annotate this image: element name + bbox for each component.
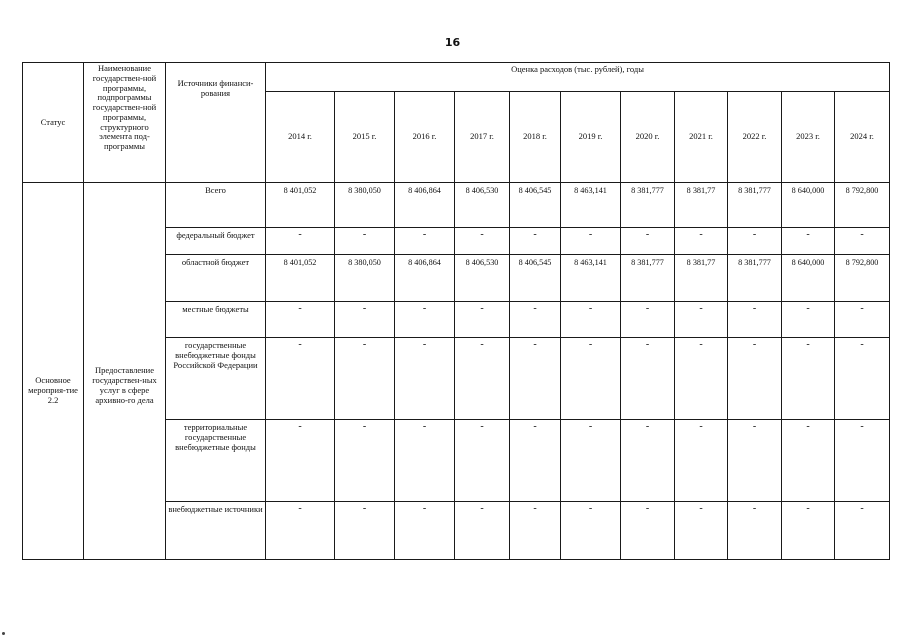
- expense-value-cell: -: [455, 338, 510, 420]
- expense-value-cell: -: [621, 228, 675, 255]
- header-program-name: Наименование государствен-ной программы, подпрограммы государствен-ной программы, структурного элемента под-программы: [84, 63, 166, 183]
- expense-value-cell: -: [675, 302, 728, 338]
- expense-value-cell: 8 406,530: [455, 183, 510, 228]
- expense-value-cell: -: [728, 420, 782, 502]
- expense-value-cell: -: [561, 338, 621, 420]
- funding-source-label: Всего: [166, 183, 266, 228]
- expense-value-cell: -: [455, 420, 510, 502]
- funding-source-label: внебюджетные источники: [166, 502, 266, 560]
- expense-value-cell: 8 463,141: [561, 183, 621, 228]
- table-row: [23, 183, 890, 228]
- year-header: 2022 г.: [728, 92, 782, 183]
- year-header: 2016 г.: [395, 92, 455, 183]
- expense-value-cell: 8 381,777: [621, 255, 675, 302]
- expense-value-cell: -: [266, 338, 335, 420]
- expense-value-cell: -: [395, 338, 455, 420]
- expense-value-cell: 8 381,777: [621, 183, 675, 228]
- expense-value-cell: -: [335, 502, 395, 560]
- expense-value-cell: -: [675, 338, 728, 420]
- expense-value-cell: -: [835, 228, 890, 255]
- year-header: 2020 г.: [621, 92, 675, 183]
- expense-value-cell: -: [561, 502, 621, 560]
- expense-value-cell: -: [510, 302, 561, 338]
- expense-value-cell: -: [561, 228, 621, 255]
- status-cell: Основное мероприя-тие 2.2: [23, 183, 84, 560]
- expense-value-cell: -: [395, 302, 455, 338]
- expense-value-cell: -: [782, 338, 835, 420]
- expense-value-cell: -: [782, 502, 835, 560]
- expense-value-cell: -: [455, 302, 510, 338]
- expense-value-cell: -: [266, 228, 335, 255]
- expense-value-cell: 8 463,141: [561, 255, 621, 302]
- header-row: [23, 63, 890, 92]
- funding-source-label: местные бюджеты: [166, 302, 266, 338]
- header-expense-estimate: Оценка расходов (тыс. рублей), годы: [266, 63, 890, 92]
- year-header: 2021 г.: [675, 92, 728, 183]
- expense-value-cell: -: [621, 302, 675, 338]
- expense-value-cell: 8 792,800: [835, 255, 890, 302]
- scan-dot: [2, 632, 5, 635]
- expense-value-cell: 8 381,777: [728, 183, 782, 228]
- year-header: 2014 г.: [266, 92, 335, 183]
- expense-value-cell: -: [675, 228, 728, 255]
- expense-value-cell: -: [782, 420, 835, 502]
- expense-value-cell: -: [395, 228, 455, 255]
- expense-value-cell: 8 640,000: [782, 183, 835, 228]
- expense-value-cell: -: [782, 302, 835, 338]
- program-name-cell: Предоставление государствен-ных услуг в сфере архивно-го дела: [84, 183, 166, 560]
- expense-value-cell: 8 381,777: [728, 255, 782, 302]
- expenses-table: [22, 62, 890, 560]
- expense-value-cell: 8 406,545: [510, 183, 561, 228]
- expense-value-cell: -: [266, 420, 335, 502]
- expense-value-cell: -: [675, 502, 728, 560]
- expense-value-cell: 8 381,77: [675, 183, 728, 228]
- funding-source-label: государственные внебюджетные фонды Российской Федерации: [166, 338, 266, 420]
- year-header: 2019 г.: [561, 92, 621, 183]
- expense-value-cell: -: [621, 420, 675, 502]
- year-header: 2015 г.: [335, 92, 395, 183]
- expense-value-cell: -: [395, 502, 455, 560]
- expense-value-cell: -: [728, 338, 782, 420]
- expense-value-cell: -: [835, 338, 890, 420]
- funding-source-label: территориальные государственные внебюджетные фонды: [166, 420, 266, 502]
- expense-value-cell: 8 406,864: [395, 183, 455, 228]
- year-header: 2018 г.: [510, 92, 561, 183]
- expense-value-cell: -: [835, 420, 890, 502]
- header-funding-sources: Источники финанси-рования: [166, 63, 266, 183]
- expense-value-cell: -: [510, 228, 561, 255]
- year-header: 2023 г.: [782, 92, 835, 183]
- expense-value-cell: -: [335, 338, 395, 420]
- year-header: 2017 г.: [455, 92, 510, 183]
- expense-value-cell: -: [561, 420, 621, 502]
- expense-value-cell: -: [335, 420, 395, 502]
- expense-value-cell: 8 401,052: [266, 255, 335, 302]
- expense-value-cell: -: [510, 338, 561, 420]
- expense-value-cell: -: [621, 502, 675, 560]
- expense-value-cell: -: [455, 502, 510, 560]
- expense-value-cell: -: [835, 302, 890, 338]
- expense-value-cell: -: [835, 502, 890, 560]
- year-header: 2024 г.: [835, 92, 890, 183]
- expense-value-cell: 8 401,052: [266, 183, 335, 228]
- page-number: 16: [444, 36, 461, 49]
- expense-value-cell: -: [510, 420, 561, 502]
- expense-value-cell: 8 792,800: [835, 183, 890, 228]
- expense-value-cell: 8 406,864: [395, 255, 455, 302]
- expense-value-cell: -: [561, 302, 621, 338]
- expense-value-cell: 8 380,050: [335, 183, 395, 228]
- expense-value-cell: 8 380,050: [335, 255, 395, 302]
- funding-source-label: федеральный бюджет: [166, 228, 266, 255]
- expense-value-cell: -: [728, 228, 782, 255]
- header-status: Статус: [23, 63, 84, 183]
- expense-value-cell: 8 406,545: [510, 255, 561, 302]
- expense-value-cell: -: [728, 302, 782, 338]
- expense-value-cell: -: [266, 502, 335, 560]
- expense-value-cell: -: [621, 338, 675, 420]
- expense-value-cell: 8 406,530: [455, 255, 510, 302]
- expense-value-cell: -: [335, 302, 395, 338]
- expense-value-cell: -: [728, 502, 782, 560]
- expense-value-cell: -: [782, 228, 835, 255]
- expense-value-cell: -: [675, 420, 728, 502]
- expense-value-cell: 8 381,77: [675, 255, 728, 302]
- expense-value-cell: -: [510, 502, 561, 560]
- expense-value-cell: -: [395, 420, 455, 502]
- expense-value-cell: 8 640,000: [782, 255, 835, 302]
- expense-value-cell: -: [455, 228, 510, 255]
- expense-value-cell: -: [266, 302, 335, 338]
- funding-source-label: областной бюджет: [166, 255, 266, 302]
- expense-value-cell: -: [335, 228, 395, 255]
